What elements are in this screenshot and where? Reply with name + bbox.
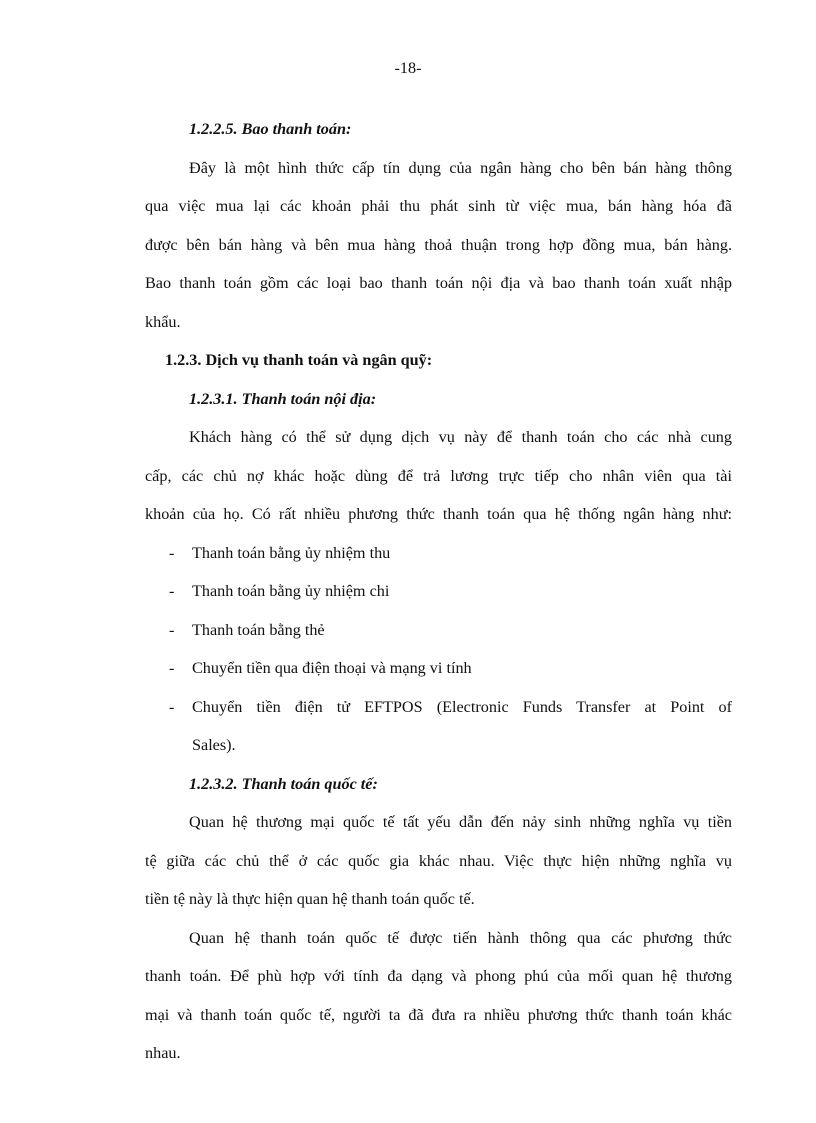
list-item [145, 649, 732, 688]
list-item-text: Thanh toán bằng ủy nhiệm thu [192, 543, 391, 562]
list-item-text: Chuyển tiền qua điện thoại và mạng vi tính [192, 659, 472, 677]
bullet-dash: - [169, 582, 175, 600]
heading-1-2-2-5: 1.2.2.5. Bao thanh toán: [189, 120, 352, 138]
paragraph-line: mại và thanh toán quốc tế, người ta đã đưa ra nhiều phương thức thanh toán khác [145, 1005, 732, 1024]
paragraph-line: khoản của họ. Có rất nhiều phương thức thanh toán qua hệ thống ngân hàng như: [145, 505, 732, 523]
list-item-continuation: Sales). [192, 736, 236, 754]
list-item [145, 611, 732, 650]
heading-1-2-3: 1.2.3. Dịch vụ thanh toán và ngân quỹ: [165, 351, 433, 369]
bullet-dash: - [169, 697, 175, 716]
paragraph-line: thanh toán. Để phù hợp với tính đa dạng và phong phú của mối quan hệ thương [145, 967, 732, 985]
list-item-text: Thanh toán bằng thẻ [192, 620, 325, 639]
paragraph-line: được bên bán hàng và bên mua hàng thoả thuận trong hợp đồng mua, bán hàng. [145, 235, 732, 254]
document-body [145, 110, 732, 1073]
paragraph-line: qua việc mua lại các khoản phải thu phát sinh từ việc mua, bán hàng hóa đã [145, 197, 732, 215]
paragraph-line: Quan hệ thương mại quốc tế tất yếu dẫn đến nảy sinh những nghĩa vụ tiền [189, 813, 732, 831]
list-item [145, 534, 732, 573]
list-item-text: Thanh toán bằng ủy nhiệm chi [192, 582, 390, 600]
paragraph-line: Bao thanh toán gồm các loại bao thanh toán nội địa và bao thanh toán xuất nhập [145, 274, 732, 292]
paragraph-line: cấp, các chủ nợ khác hoặc dùng để trả lương trực tiếp cho nhân viên qua tài [145, 466, 732, 485]
list-item-text: Chuyển tiền điện tử EFTPOS (Electronic Funds Transfer at Point of [192, 697, 732, 716]
list-item [145, 688, 732, 727]
bullet-dash: - [169, 659, 175, 677]
bullet-dash: - [169, 620, 175, 639]
paragraph-line: Đây là một hình thức cấp tín dụng của ngân hàng cho bên bán hàng thông [189, 158, 732, 177]
paragraph-line: Khách hàng có thể sử dụng dịch vụ này để thanh toán cho các nhà cung [189, 428, 732, 446]
heading-1-2-3-2: 1.2.3.2. Thanh toán quốc tế: [189, 774, 378, 793]
heading-1-2-3-1: 1.2.3.1. Thanh toán nội địa: [189, 389, 377, 408]
paragraph-line: nhau. [145, 1044, 181, 1062]
paragraph-line: khẩu. [145, 312, 181, 331]
list-item [145, 572, 732, 611]
page-number: -18- [394, 59, 422, 77]
bullet-dash: - [169, 543, 175, 562]
paragraph-line: Quan hệ thanh toán quốc tế được tiến hành thông qua các phương thức [189, 928, 732, 947]
paragraph-line: tiền tệ này là thực hiện quan hệ thanh toán quốc tế. [145, 890, 475, 908]
paragraph-line: tệ giữa các chủ thể ở các quốc gia khác nhau. Việc thực hiện những nghĩa vụ [145, 851, 732, 870]
